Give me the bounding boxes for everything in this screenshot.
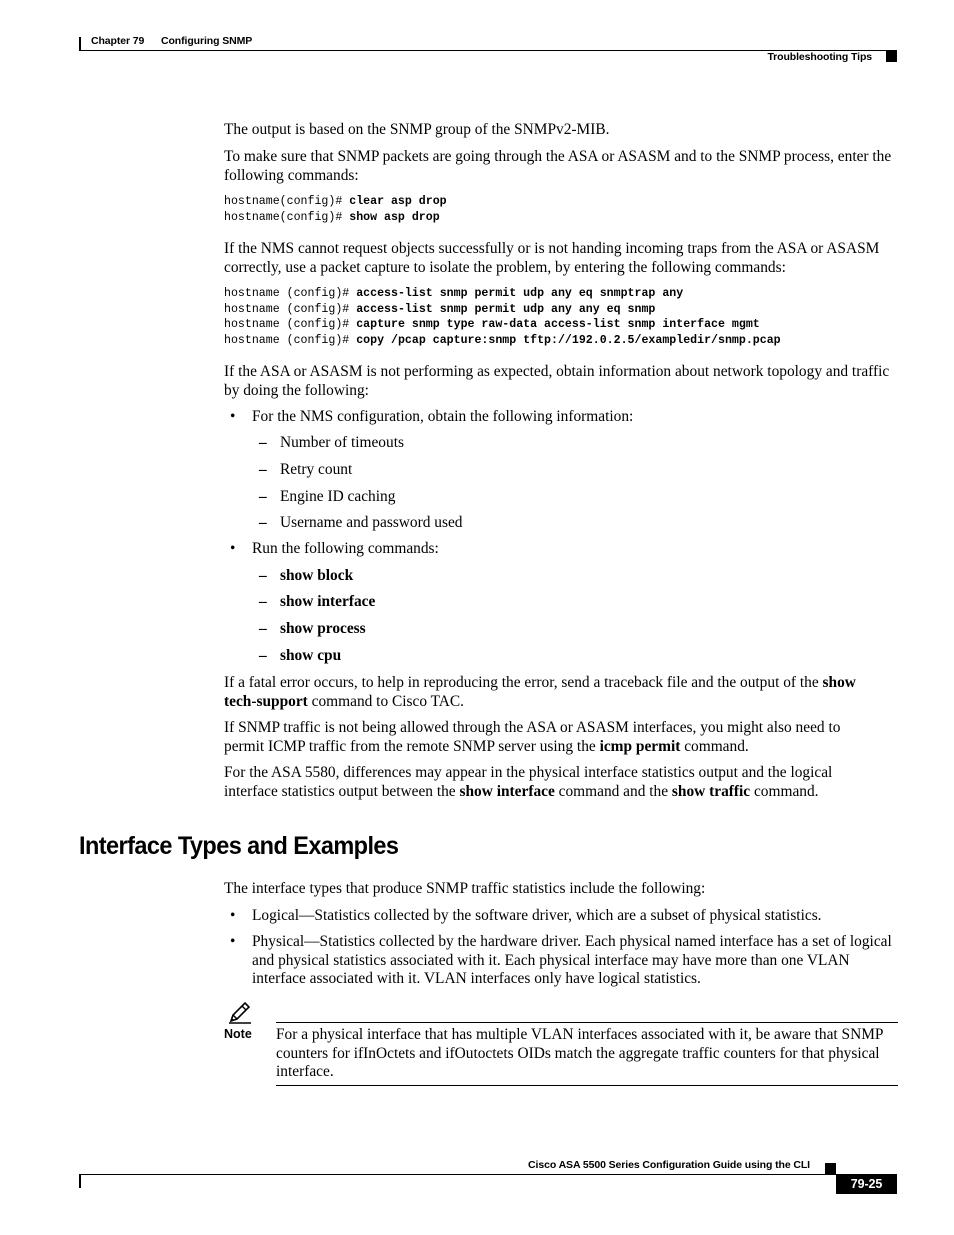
code-block <box>224 194 447 225</box>
paragraph: If a fatal error occurs, to help in reproducing the error, send a traceback file and the output of the show tech-support command to Cisco TAC. <box>224 674 856 710</box>
dash-marker: – <box>259 647 267 664</box>
header-left-bar <box>79 37 81 51</box>
sub-item: Username and password used <box>280 514 463 531</box>
paragraph: The output is based on the SNMP group of the SNMPv2-MIB. <box>224 121 610 138</box>
section-heading: Interface Types and Examples <box>79 832 399 860</box>
note-label: Note <box>224 1027 252 1041</box>
footer-left-bar <box>79 1174 81 1188</box>
footer-guide-title: Cisco ASA 5500 Series Configuration Guide using the CLI <box>528 1159 810 1171</box>
bullet-marker: • <box>230 408 236 425</box>
dash-marker: – <box>259 593 267 610</box>
bullet-item: Logical—Statistics collected by the software driver, which are a subset of physical statistics. <box>252 907 822 924</box>
dash-marker: – <box>259 488 267 505</box>
pencil-icon <box>228 1000 252 1024</box>
header-chapter-title: Configuring SNMP <box>161 35 253 47</box>
header-chapter: Chapter 79 <box>91 35 145 47</box>
bullet-item: For the NMS configuration, obtain the following information: <box>252 408 634 425</box>
dash-marker: – <box>259 461 267 478</box>
paragraph: The interface types that produce SNMP traffic statistics include the following: <box>224 880 706 897</box>
paragraph: If the ASA or ASASM is not performing as expected, obtain information about network topology and traffic by doing the following: <box>224 363 890 399</box>
paragraph: To make sure that SNMP packets are going through the ASA or ASASM and to the SNMP process, enter the following commands: <box>224 148 892 184</box>
sub-item: Engine ID caching <box>280 488 396 505</box>
paragraph: If SNMP traffic is not being allowed through the ASA or ASASM interfaces, you might also need to permit ICMP traffic from the remote SNMP server using the icmp permit command. <box>224 719 841 755</box>
bullet-item: Run the following commands: <box>252 540 439 557</box>
note-top-rule <box>276 1022 898 1023</box>
bullet-marker: • <box>230 933 236 950</box>
note-bottom-rule <box>276 1085 898 1086</box>
dash-marker: – <box>259 434 267 451</box>
bullet-item: Physical—Statistics collected by the hardware driver. Each physical named interface has a set of logical and physical statistics associated with it. Each physical interface may have more than one VLAN interface associated with it. VLAN interfaces only have logical statistics. <box>252 933 892 988</box>
header-section: Troubleshooting Tips <box>767 51 872 63</box>
footer-black-block <box>825 1163 836 1174</box>
dash-marker: – <box>259 567 267 584</box>
code-line: hostname (config)# copy /pcap capture:snmp tftp://192.0.2.5/exampledir/snmp.pcap <box>224 333 781 347</box>
code-block <box>224 286 781 348</box>
header-black-block <box>886 51 897 62</box>
code-line: hostname(config)# clear asp drop <box>224 195 447 208</box>
paragraph: If the NMS cannot request objects successfully or is not handing incoming traps from the ASA or ASASM correctly, use a packet capture to isolate the problem, by entering the following commands: <box>224 240 880 276</box>
command-item: show block <box>280 567 354 584</box>
note-text: For a physical interface that has multiple VLAN interfaces associated with it, be aware that SNMP counters for ifInOctets and ifOutoctets OIDs match the aggregate traffic counters for that physical interface. <box>276 1026 883 1081</box>
code-line: hostname (config)# access-list snmp permit udp any any eq snmp <box>224 302 656 316</box>
command-item: show cpu <box>280 647 342 664</box>
dash-marker: – <box>259 620 267 637</box>
command-item: show interface <box>280 593 376 610</box>
footer-rule <box>79 1174 897 1175</box>
code-line: hostname(config)# show asp drop <box>224 210 440 224</box>
bullet-marker: • <box>230 540 236 557</box>
code-line: hostname (config)# capture snmp type raw-data access-list snmp interface mgmt <box>224 318 760 332</box>
sub-item: Number of timeouts <box>280 434 404 451</box>
sub-item: Retry count <box>280 461 353 478</box>
command-item: show process <box>280 620 366 637</box>
code-line: hostname (config)# access-list snmp permit udp any eq snmptrap any <box>224 287 684 300</box>
bullet-marker: • <box>230 907 236 924</box>
page-number: 79-25 <box>850 1177 883 1191</box>
page-number-box <box>836 1174 897 1194</box>
dash-marker: – <box>259 514 267 531</box>
paragraph: For the ASA 5580, differences may appear in the physical interface statistics output and the logical interface statistics output between the show interface command and the show traffic command. <box>224 764 833 800</box>
